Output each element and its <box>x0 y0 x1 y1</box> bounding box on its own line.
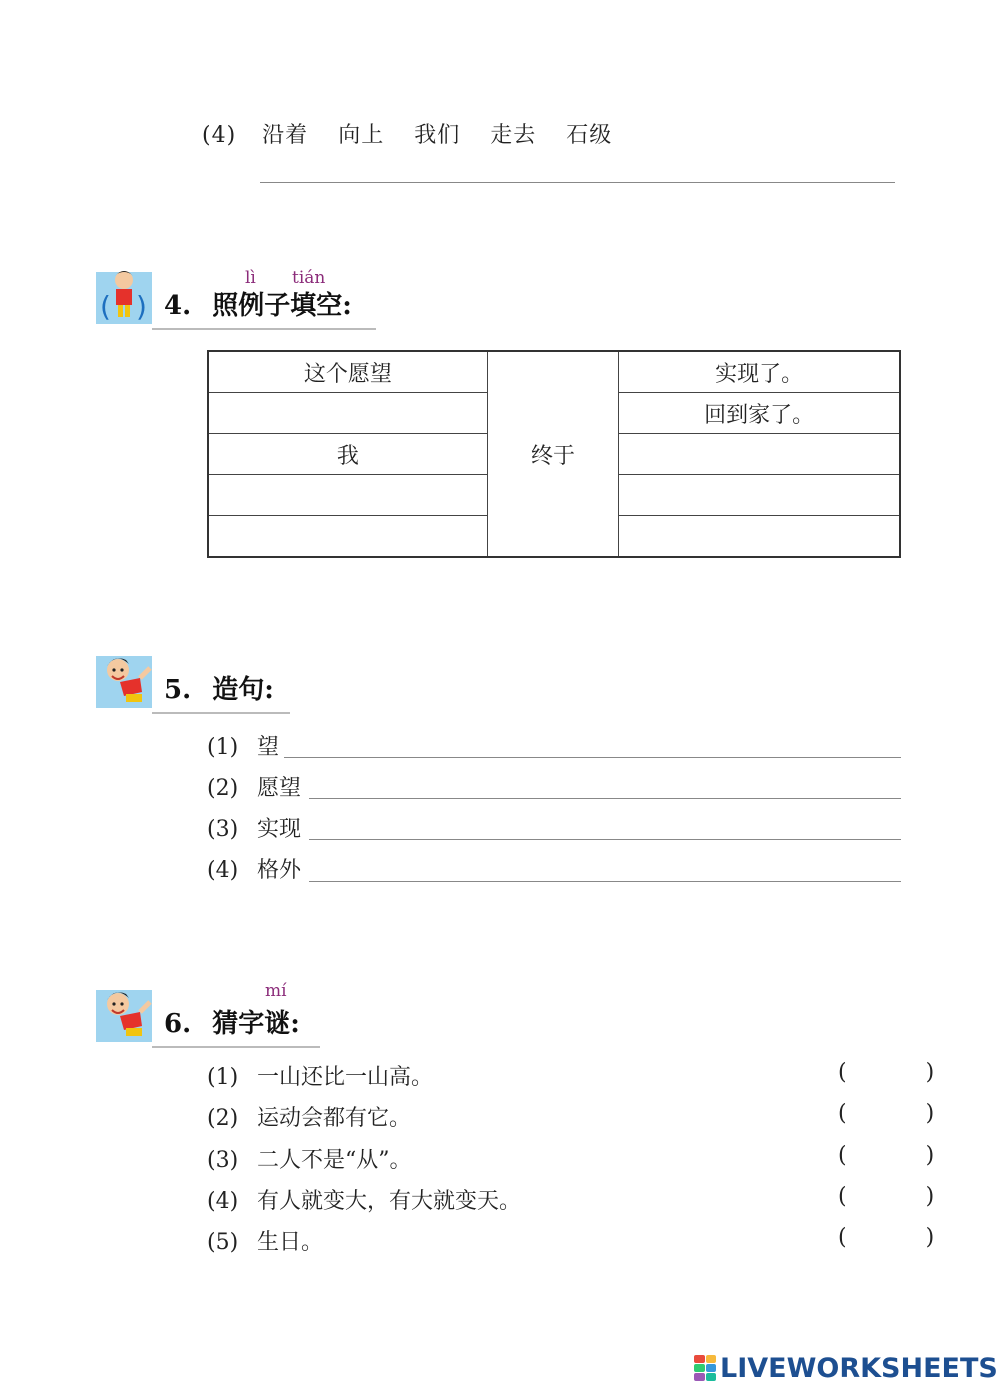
item-number: (5) <box>207 1230 239 1255</box>
riddle-item-3 <box>207 1143 412 1174</box>
riddle-text: 生日。 <box>257 1230 324 1255</box>
section-title-text: 照例子填空: <box>212 291 352 321</box>
word-5: 石级 <box>566 123 613 148</box>
brand-name: LIVEWORKSHEETS <box>720 1352 998 1384</box>
sentence-item-3 <box>207 812 301 843</box>
riddle-text: 运动会都有它。 <box>257 1106 412 1131</box>
table-cell-right: 实现了。 <box>619 351 900 393</box>
reorder-question-4 <box>202 118 634 149</box>
fill-in-table <box>207 350 901 558</box>
table-cell-right-blank[interactable] <box>619 516 900 558</box>
section-4-header <box>96 266 386 330</box>
table-cell-left-blank[interactable] <box>208 393 487 434</box>
item-number: (3) <box>207 1148 239 1173</box>
sentence-item-2 <box>207 771 301 802</box>
table-cell-middle: 终于 <box>487 351 619 557</box>
table-cell-left: 这个愿望 <box>208 351 487 393</box>
table-cell-right-blank[interactable] <box>619 475 900 516</box>
header-underline <box>152 712 290 714</box>
riddle-text: 有人就变大，有大就变天。 <box>257 1189 522 1214</box>
student-avatar-icon <box>96 650 152 708</box>
answer-line-4[interactable] <box>309 881 901 882</box>
section-number: 6. <box>164 1009 192 1039</box>
section-number: 5. <box>164 675 192 705</box>
word-2: 向上 <box>338 123 385 148</box>
pinyin-li: lì <box>245 268 256 288</box>
word-3: 我们 <box>414 123 461 148</box>
header-underline <box>152 1046 320 1048</box>
answer-parens-4[interactable]: ( ) <box>838 1184 971 1209</box>
answer-line-3[interactable] <box>309 839 901 840</box>
item-number: (1) <box>207 1065 239 1090</box>
item-word: 实现 <box>257 817 302 842</box>
logo-tile <box>706 1355 717 1363</box>
section-title-text: 猜字谜: <box>212 1009 300 1039</box>
riddle-item-2 <box>207 1101 411 1132</box>
word-1: 沿着 <box>262 123 309 148</box>
riddle-text: 二人不是“从”。 <box>257 1148 412 1173</box>
logo-tile <box>694 1373 705 1381</box>
table-cell-left: 我 <box>208 434 487 475</box>
sentence-item-1 <box>207 730 279 761</box>
table-cell-left-blank[interactable] <box>208 475 487 516</box>
riddle-item-4 <box>207 1184 521 1215</box>
section-5-header <box>96 650 296 714</box>
question-number: (4) <box>202 123 237 148</box>
section-number: 4. <box>164 291 192 321</box>
table-cell-right: 回到家了。 <box>619 393 900 434</box>
student-avatar-icon <box>96 266 152 324</box>
answer-line-1[interactable] <box>284 757 901 758</box>
riddle-item-1 <box>207 1060 433 1091</box>
item-word: 格外 <box>257 858 302 883</box>
item-number: (3) <box>207 817 239 842</box>
riddle-text: 一山还比一山高。 <box>257 1065 434 1090</box>
answer-line-2[interactable] <box>309 798 901 799</box>
item-number: (4) <box>207 1189 239 1214</box>
sentence-item-4 <box>207 853 301 884</box>
logo-tile <box>706 1364 717 1372</box>
item-number: (4) <box>207 858 239 883</box>
svg-text:(: ( <box>100 290 111 323</box>
svg-text:): ) <box>136 290 147 323</box>
answer-parens-3[interactable]: ( ) <box>838 1143 971 1168</box>
section-title <box>164 1003 300 1040</box>
answer-parens-1[interactable]: ( ) <box>838 1060 971 1085</box>
item-word: 望 <box>257 735 280 760</box>
item-number: (2) <box>207 776 239 801</box>
section-title <box>164 285 352 322</box>
riddle-item-5 <box>207 1225 323 1256</box>
item-number: (1) <box>207 735 239 760</box>
header-underline <box>152 328 376 330</box>
logo-tile <box>706 1373 717 1381</box>
answer-parens-5[interactable]: ( ) <box>838 1225 971 1250</box>
table-cell-left-blank[interactable] <box>208 516 487 558</box>
liveworksheets-brand <box>694 1352 998 1384</box>
section-title-text: 造句: <box>212 675 274 705</box>
liveworksheets-logo-icon <box>694 1355 716 1381</box>
student-avatar-icon <box>96 984 152 1042</box>
logo-tile <box>694 1364 705 1372</box>
pinyin-tian: tián <box>292 268 326 288</box>
pinyin-mi: mí <box>265 981 287 1001</box>
item-number: (2) <box>207 1106 239 1131</box>
answer-line-reorder[interactable] <box>260 182 895 183</box>
answer-parens-2[interactable]: ( ) <box>838 1101 971 1126</box>
logo-tile <box>694 1355 705 1363</box>
section-title <box>164 669 274 706</box>
item-word: 愿望 <box>257 776 302 801</box>
table-cell-right-blank[interactable] <box>619 434 900 475</box>
word-4: 走去 <box>490 123 537 148</box>
section-6-header <box>96 984 336 1048</box>
